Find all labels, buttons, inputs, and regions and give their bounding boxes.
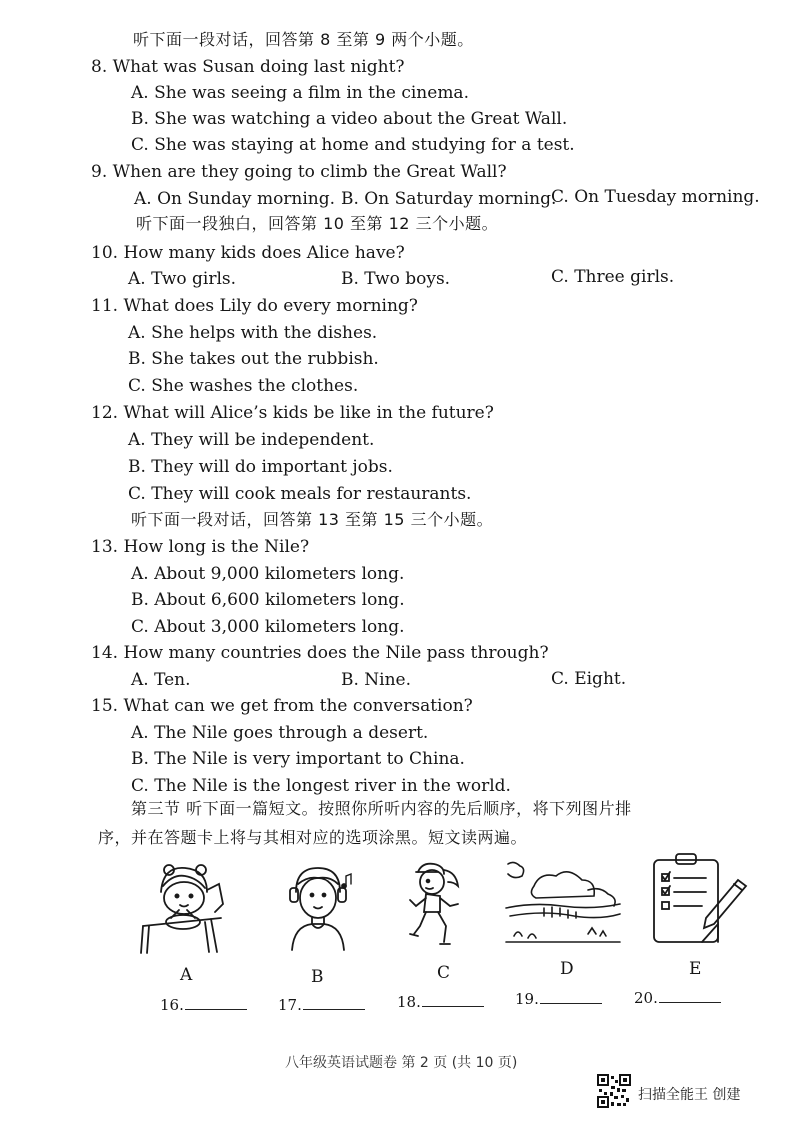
option-10c: C. Three girls. (551, 267, 675, 287)
option-11b: B. She takes out the rubbish. (128, 349, 379, 369)
option-9c: C. On Tuesday morning. (551, 187, 760, 207)
qr-code-icon (597, 1074, 631, 1108)
option-8c: C. She was staying at home and studying for a test. (131, 135, 575, 155)
instruction-q13-15: 听下面一段对话，回答第 13 至第 15 三个小题。 (131, 510, 494, 529)
option-12a: A. They will be independent. (128, 430, 375, 450)
blank-number: 20. (634, 989, 658, 1007)
question-14: 14. How many countries does the Nile pass through? (91, 643, 549, 663)
page-footer: 八年级英语试题卷 第 2 页 (共 10 页) (285, 1055, 518, 1071)
option-8a: A. She was seeing a film in the cinema. (131, 83, 469, 103)
blank-line (185, 995, 247, 1010)
river-landscape-icon (504, 858, 622, 946)
girl-eating-icon (133, 860, 233, 955)
question-15: 15. What can we get from the conversation? (91, 696, 473, 716)
question-12: 12. What will Alice’s kids be like in the future? (91, 403, 494, 423)
answer-blank-18[interactable] (397, 992, 484, 1012)
question-10: 10. How many kids does Alice have? (91, 243, 405, 263)
option-10a: A. Two girls. (128, 269, 237, 289)
question-9: 9. When are they going to climb the Great Wall? (91, 162, 507, 182)
option-10b: B. Two boys. (341, 269, 451, 289)
option-12c: C. They will cook meals for restaurants. (128, 484, 472, 504)
blank-number: 19. (515, 990, 539, 1008)
girl-running-icon (408, 860, 470, 952)
option-15c: C. The Nile is the longest river in the world. (131, 776, 511, 796)
option-14a: A. Ten. (131, 670, 191, 690)
picture-e-label: E (689, 959, 702, 979)
picture-d-label: D (560, 959, 574, 979)
instruction-q10-12: 听下面一段独白，回答第 10 至第 12 三个小题。 (136, 214, 499, 233)
option-9a: A. On Sunday morning. (134, 189, 336, 209)
option-15a: A. The Nile goes through a desert. (131, 723, 429, 743)
picture-b-label: B (311, 967, 324, 987)
section3-instruction-line2: 序，并在答题卡上将与其相对应的选项涂黑。短文读两遍。 (98, 828, 528, 847)
option-11a: A. She helps with the dishes. (128, 323, 378, 343)
question-8: 8. What was Susan doing last night? (91, 57, 405, 77)
picture-a-label: A (180, 965, 193, 985)
boy-listening-music-icon (282, 862, 354, 952)
answer-blank-20[interactable] (634, 988, 721, 1008)
option-8b: B. She was watching a video about the Great Wall. (131, 109, 568, 129)
option-13a: A. About 9,000 kilometers long. (131, 564, 405, 584)
blank-line (540, 989, 602, 1004)
blank-line (303, 995, 365, 1010)
checklist-clipboard-icon (650, 852, 750, 944)
blank-number: 17. (278, 996, 302, 1014)
question-11: 11. What does Lily do every morning? (91, 296, 418, 316)
question-13: 13. How long is the Nile? (91, 537, 310, 557)
section3-instruction-line1: 第三节 听下面一篇短文。按照你所听内容的先后顺序，将下列图片排 (131, 799, 632, 818)
answer-blank-16[interactable] (160, 995, 247, 1015)
option-13c: C. About 3,000 kilometers long. (131, 617, 405, 637)
option-14b: B. Nine. (341, 670, 412, 690)
instruction-q8-9: 听下面一段对话，回答第 8 至第 9 两个小题。 (133, 30, 474, 49)
blank-line (422, 992, 484, 1007)
option-13b: B. About 6,600 kilometers long. (131, 590, 405, 610)
blank-number: 18. (397, 993, 421, 1011)
option-12b: B. They will do important jobs. (128, 457, 393, 477)
answer-blank-17[interactable] (278, 995, 365, 1015)
picture-c-label: C (437, 963, 451, 983)
blank-line (659, 988, 721, 1003)
option-15b: B. The Nile is very important to China. (131, 749, 465, 769)
scanner-watermark: 扫描全能王 创建 (638, 1087, 741, 1103)
blank-number: 16. (160, 996, 184, 1014)
option-9b: B. On Saturday morning. (341, 189, 557, 209)
option-14c: C. Eight. (551, 669, 627, 689)
option-11c: C. She washes the clothes. (128, 376, 359, 396)
answer-blank-19[interactable] (515, 989, 602, 1009)
